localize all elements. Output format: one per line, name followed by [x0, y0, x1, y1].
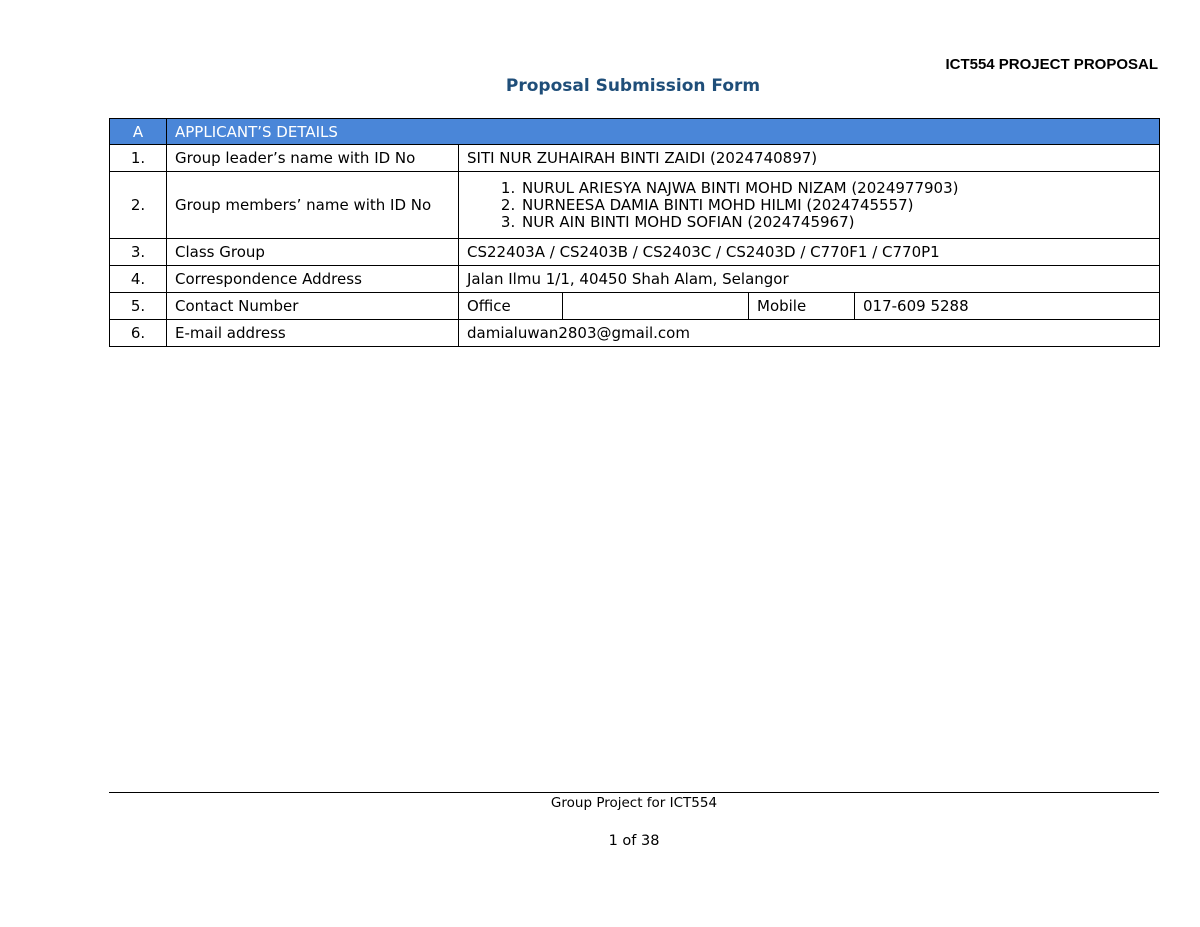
class-group-value: CS22403A / CS2403B / CS2403C / CS2403D / C770F1 / C770P1 — [459, 239, 1160, 266]
mobile-label: Mobile — [749, 293, 855, 320]
table-row — [110, 266, 1160, 293]
office-value — [563, 293, 749, 320]
footer-divider — [109, 792, 1159, 793]
form-title: Proposal Submission Form — [505, 76, 761, 96]
row-label: Correspondence Address — [167, 266, 459, 293]
address-value: Jalan Ilmu 1/1, 40450 Shah Alam, Selangor — [459, 266, 1160, 293]
list-item: 1. NURUL ARIESYA NAJWA BINTI MOHD NIZAM (2024977903) — [520, 180, 1151, 197]
table-row — [110, 172, 1160, 239]
page-number: 1 of 38 — [608, 833, 660, 849]
row-label: Group leader’s name with ID No — [167, 145, 459, 172]
group-leader-value: SITI NUR ZUHAIRAH BINTI ZAIDI (2024740897) — [459, 145, 1160, 172]
row-label: Class Group — [167, 239, 459, 266]
row-number: 4. — [110, 266, 167, 293]
applicant-details-table — [109, 118, 1160, 347]
mobile-value: 017-609 5288 — [855, 293, 1160, 320]
table-row — [110, 293, 1160, 320]
table-row — [110, 145, 1160, 172]
section-letter: A — [110, 119, 167, 145]
group-members-list — [467, 180, 1151, 231]
row-number: 3. — [110, 239, 167, 266]
row-label: Contact Number — [167, 293, 459, 320]
row-label: E-mail address — [167, 320, 459, 347]
row-label: Group members’ name with ID No — [167, 172, 459, 239]
document-header-title: ICT554 PROJECT PROPOSAL — [945, 56, 1158, 73]
list-item: 2. NURNEESA DAMIA BINTI MOHD HILMI (2024745557) — [520, 197, 1151, 214]
section-title: APPLICANT’S DETAILS — [167, 119, 1160, 145]
table-row — [110, 239, 1160, 266]
table-row — [110, 320, 1160, 347]
list-item: 3. NUR AIN BINTI MOHD SOFIAN (2024745967) — [520, 214, 1151, 231]
group-members-cell — [459, 172, 1160, 239]
row-number: 5. — [110, 293, 167, 320]
row-number: 2. — [110, 172, 167, 239]
email-value: damialuwan2803@gmail.com — [459, 320, 1160, 347]
row-number: 6. — [110, 320, 167, 347]
office-label: Office — [459, 293, 563, 320]
section-header-row — [110, 119, 1160, 145]
row-number: 1. — [110, 145, 167, 172]
footer-text: Group Project for ICT554 — [550, 795, 718, 811]
